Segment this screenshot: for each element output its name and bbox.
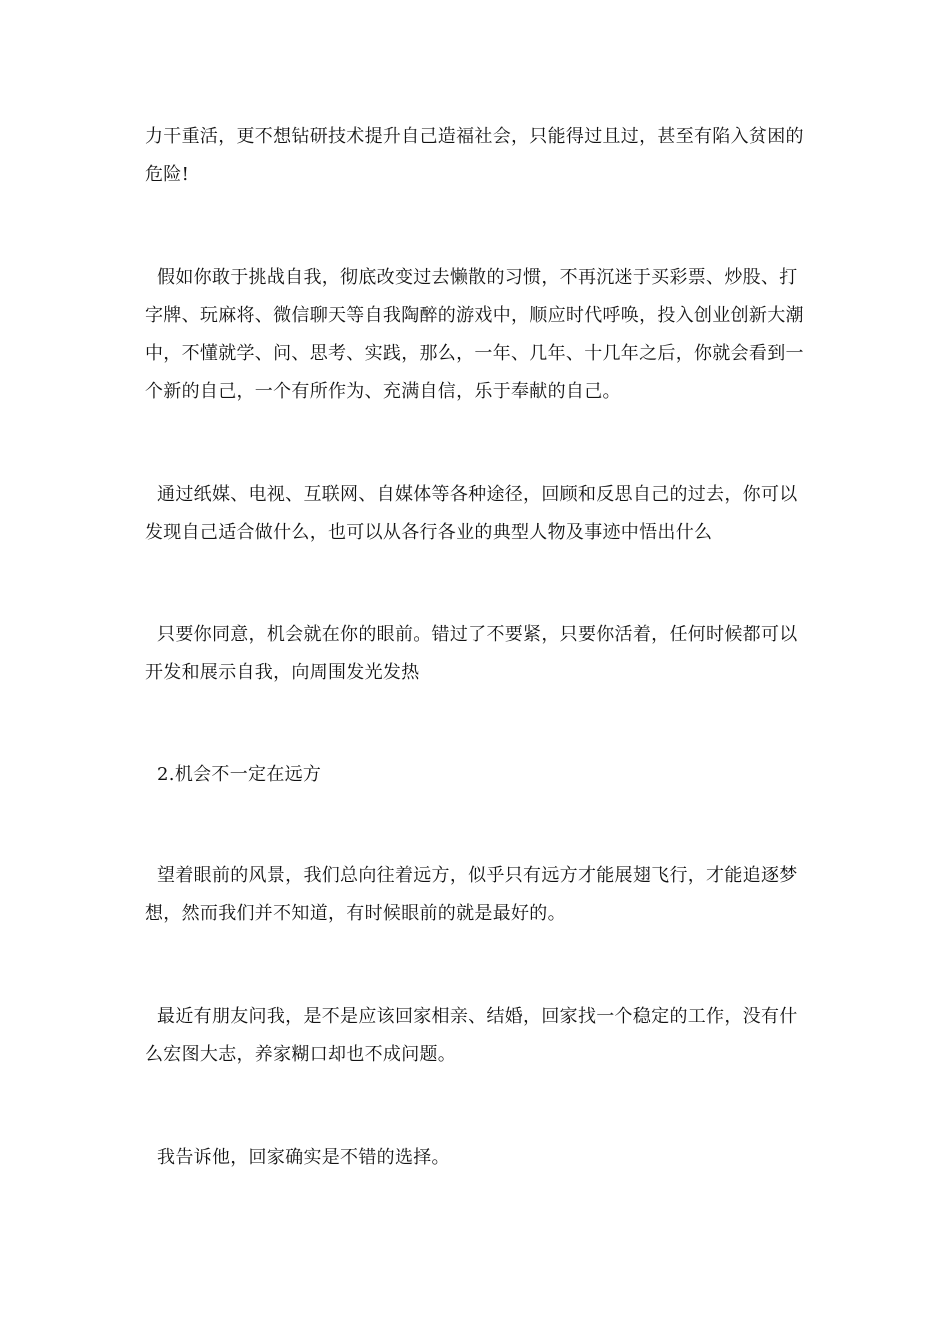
paragraph-3: 通过纸媒、电视、互联网、自媒体等各种途径，回顾和反思自己的过去，你可以发现自己适合做什么，也可以从各行各业的典型人物及事迹中悟出什么 (145, 484, 798, 543)
section-heading: 2.机会不一定在远方 (145, 764, 322, 785)
paragraph-5: 望着眼前的风景，我们总向往着远方，似乎只有远方才能展翅飞行，才能追逐梦想，然而我们并不知道，有时候眼前的就是最好的。 (145, 865, 798, 924)
paragraph-4: 只要你同意，机会就在你的眼前。错过了不要紧，只要你活着，任何时候都可以开发和展示自我，向周围发光发热 (145, 624, 798, 683)
paragraph-7: 我告诉他，回家确实是不错的选择。 (145, 1147, 450, 1168)
paragraph-1: 力干重活，更不想钻研技术提升自己造福社会，只能得过且过，甚至有陷入贫困的危险! (145, 126, 804, 185)
paragraph-6: 最近有朋友问我，是不是应该回家相亲、结婚，回家找一个稳定的工作，没有什么宏图大志，养家糊口却也不成问题。 (145, 1006, 798, 1065)
paragraph-2: 假如你敢于挑战自我，彻底改变过去懒散的习惯，不再沉迷于买彩票、炒股、打字牌、玩麻将、微信聊天等自我陶醉的游戏中，顺应时代呼唤，投入创业创新大潮中，不懂就学、问、思考、实践，那么，一年、几年、十几年之后，你就会看到一个新的自己，一个有所作为、充满自信，乐于奉献的自己。 (145, 267, 804, 402)
